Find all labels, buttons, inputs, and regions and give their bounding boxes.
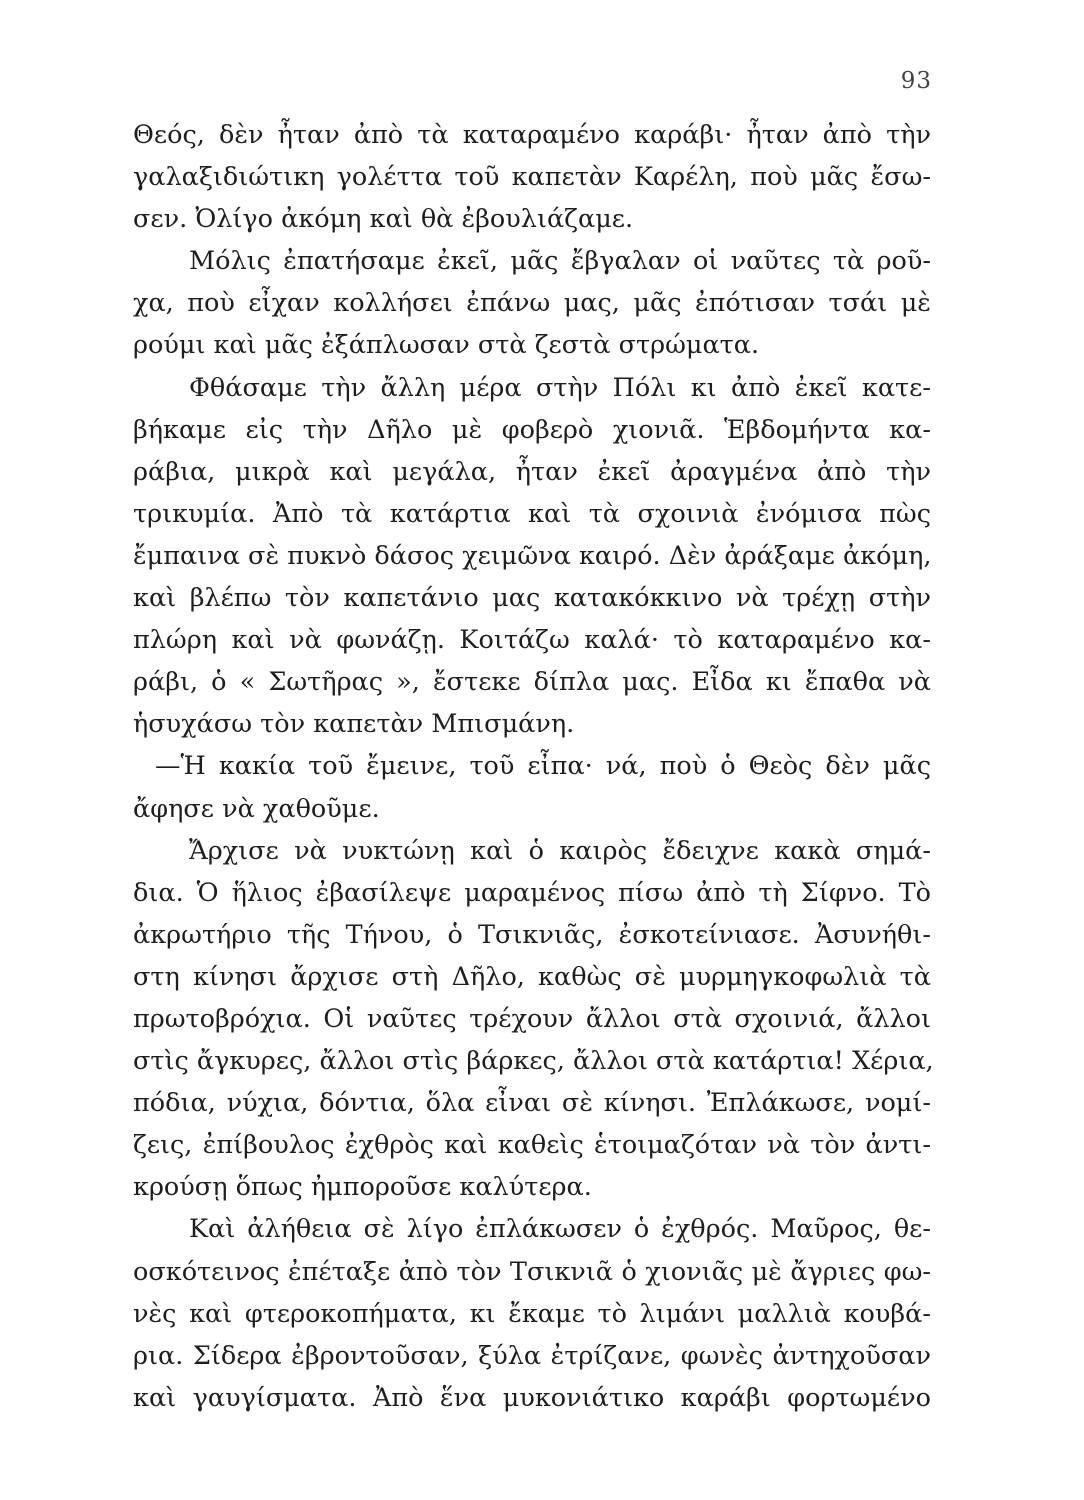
text-line: στὶς ἄγκυρες, ἄλλοι στὶς βάρκες, ἄλλοι στὰ κατάρτια! Χέρια, [133,1046,934,1077]
text-line: Καὶ ἀλήθεια σὲ λίγο ἐπλάκωσεν ὁ ἐχθρός. Μαῦρος, θε- [189,1214,931,1245]
text-line: νὲς καὶ φτεροκοπήματα, κι ἔκαμε τὸ λιμάνι μαλλιὰ κουβά- [133,1298,931,1329]
text-line: κρούσῃ ὅπως ἠμποροῦσε καλύτερα. [133,1172,592,1203]
text-line: καὶ γαυγίσματα. Ἀπὸ ἕνα μυκονιάτικο καράβι φορτωμένο [133,1382,931,1413]
text-line: ζεις, ἐπίβουλος ἐχθρὸς καὶ καθεὶς ἑτοιμαζόταν νὰ τὸν ἀντι- [133,1130,931,1161]
text-line: πλώρη καὶ νὰ φωνάζῃ. Κοιτάζω καλά· τὸ καταραμένο κα- [133,625,931,656]
text-line: τρικυμία. Ἀπὸ τὰ κατάρτια καὶ τὰ σχοινιὰ ἐνόμισα πὼς [133,498,931,529]
text-line: —Ἡ κακία τοῦ ἔμεινε, τοῦ εἶπα· νά, ποὺ ὁ Θεὸς δὲν μᾶς [155,751,931,782]
text-line: ἀκρωτήριο τῆς Τήνου, ὁ Τσικνιᾶς, ἐσκοτείνιασε. Ἀσυνήθι- [133,919,931,950]
text-line: ράβια, μικρὰ καὶ μεγάλα, ἦταν ἐκεῖ ἀραγμένα ἀπὸ τὴν [133,456,931,487]
text-line: ἡσυχάσω τὸν καπετὰν Μπισμάνη. [133,709,575,740]
text-line: ράβι, ὁ « Σωτῆρας », ἔστεκε δίπλα μας. Εἶδα κι ἔπαθα νὰ [133,667,931,698]
text-line: Ἄρχισε νὰ νυκτώνῃ καὶ ὁ καιρὸς ἔδειχνε κακὰ σημά- [189,835,931,866]
text-line: πρωτοβρόχια. Οἱ ναῦτες τρέχουν ἄλλοι στὰ σχοινιά, ἄλλοι [133,1003,931,1034]
text-line: χα, ποὺ εἶχαν κολλήσει ἐπάνω μας, μᾶς ἐπότισαν τσάι μὲ [133,288,931,319]
text-line: ἄφησε νὰ χαθοῦμε. [133,793,380,824]
text-line: Φθάσαμε τὴν ἄλλη μέρα στὴν Πόλι κι ἀπὸ ἐκεῖ κατε- [189,372,931,403]
text-line: οσκότεινος ἐπέταξε ἀπὸ τὸν Τσικνιᾶ ὁ χιονιᾶς μὲ ἄγριες φω- [133,1256,931,1287]
text-line: Μόλις ἐπατήσαμε ἐκεῖ, μᾶς ἔβγαλαν οἱ ναῦτες τὰ ροῦ- [189,246,931,277]
text-line: στη κίνησι ἄρχισε στὴ Δῆλο, καθὼς σὲ μυρμηγκοφωλιὰ τὰ [133,961,931,992]
text-line: δια. Ὁ ἥλιος ἐβασίλεψε μαραμένος πίσω ἀπὸ τὴ Σίφνο. Τὸ [133,877,931,908]
text-line: ρια. Σίδερα ἐβροντοῦσαν, ξύλα ἐτρίζανε, φωνὲς ἀντηχοῦσαν [133,1340,931,1371]
text-line: ρούμι καὶ μᾶς ἐξάπλωσαν στὰ ζεστὰ στρώματα. [133,330,760,361]
text-line: πόδια, νύχια, δόντια, ὅλα εἶναι σὲ κίνησι. Ἐπλάκωσε, νομί- [133,1088,931,1119]
body-text [133,114,934,1419]
text-line: γαλαξιδιώτικη γολέττα τοῦ καπετὰν Καρέλη, ποὺ μᾶς ἔσω- [133,162,931,193]
text-line: ἔμπαινα σὲ πυκνὸ δάσος χειμῶνα καιρό. Δὲν ἀράξαμε ἀκόμη, [133,540,932,571]
page-number: 93 [900,68,932,94]
text-line: βήκαμε εἰς τὴν Δῆλο μὲ φοβερὸ χιονιᾶ. Ἑβδομήντα κα- [133,414,931,445]
text-line: σεν. Ὀλίγο ἀκόμη καὶ θὰ ἐβουλιάζαμε. [133,204,634,235]
text-line: Θεός, δὲν ἦταν ἀπὸ τὰ καταραμένο καράβι· ἦταν ἀπὸ τὴν [133,120,931,150]
text-line: καὶ βλέπω τὸν καπετάνιο μας κατακόκκινο νὰ τρέχῃ στὴν [133,583,931,614]
